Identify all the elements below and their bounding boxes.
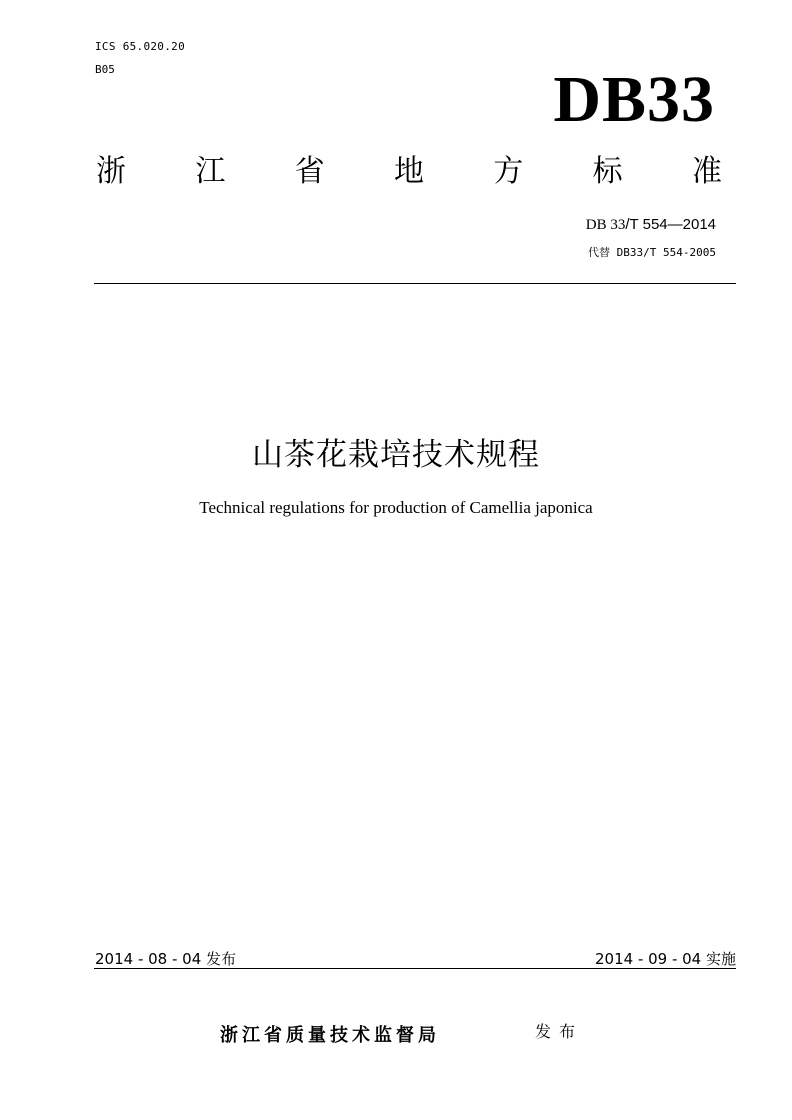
issuing-authority: 浙江省质量技术监督局 (220, 1025, 440, 1046)
document-title-chinese: 山茶花栽培技术规程 (252, 437, 540, 473)
standard-type-char: 标 (592, 154, 623, 189)
publish-label: 发布 (535, 1022, 584, 1041)
classification-code: B05 (95, 63, 115, 76)
header-divider (94, 283, 736, 284)
standard-number-rest: /T 554—2014 (625, 216, 716, 233)
issue-date: 2014 - 08 - 04 发布 (95, 950, 237, 968)
replaces-note: 代替 DB33/T 554-2005 (588, 246, 716, 259)
standard-type-char: 准 (691, 154, 722, 189)
standard-number (586, 216, 716, 234)
date-divider (94, 968, 736, 969)
standard-type-char: 省 (294, 154, 325, 189)
standard-type-char: 方 (493, 154, 524, 189)
db33-logo: DB33 (553, 63, 715, 136)
standard-type-heading (96, 152, 722, 192)
standard-type-char: 江 (195, 154, 226, 189)
standard-type-char: 地 (393, 154, 424, 189)
ics-code: ICS 65.020.20 (95, 40, 185, 53)
implementation-date: 2014 - 09 - 04 实施 (594, 950, 736, 968)
standard-type-char: 浙 (96, 154, 126, 189)
standard-number-prefix: DB 33 (585, 217, 626, 233)
document-title-english: Technical regulations for production of Camellia japonica (199, 498, 593, 517)
